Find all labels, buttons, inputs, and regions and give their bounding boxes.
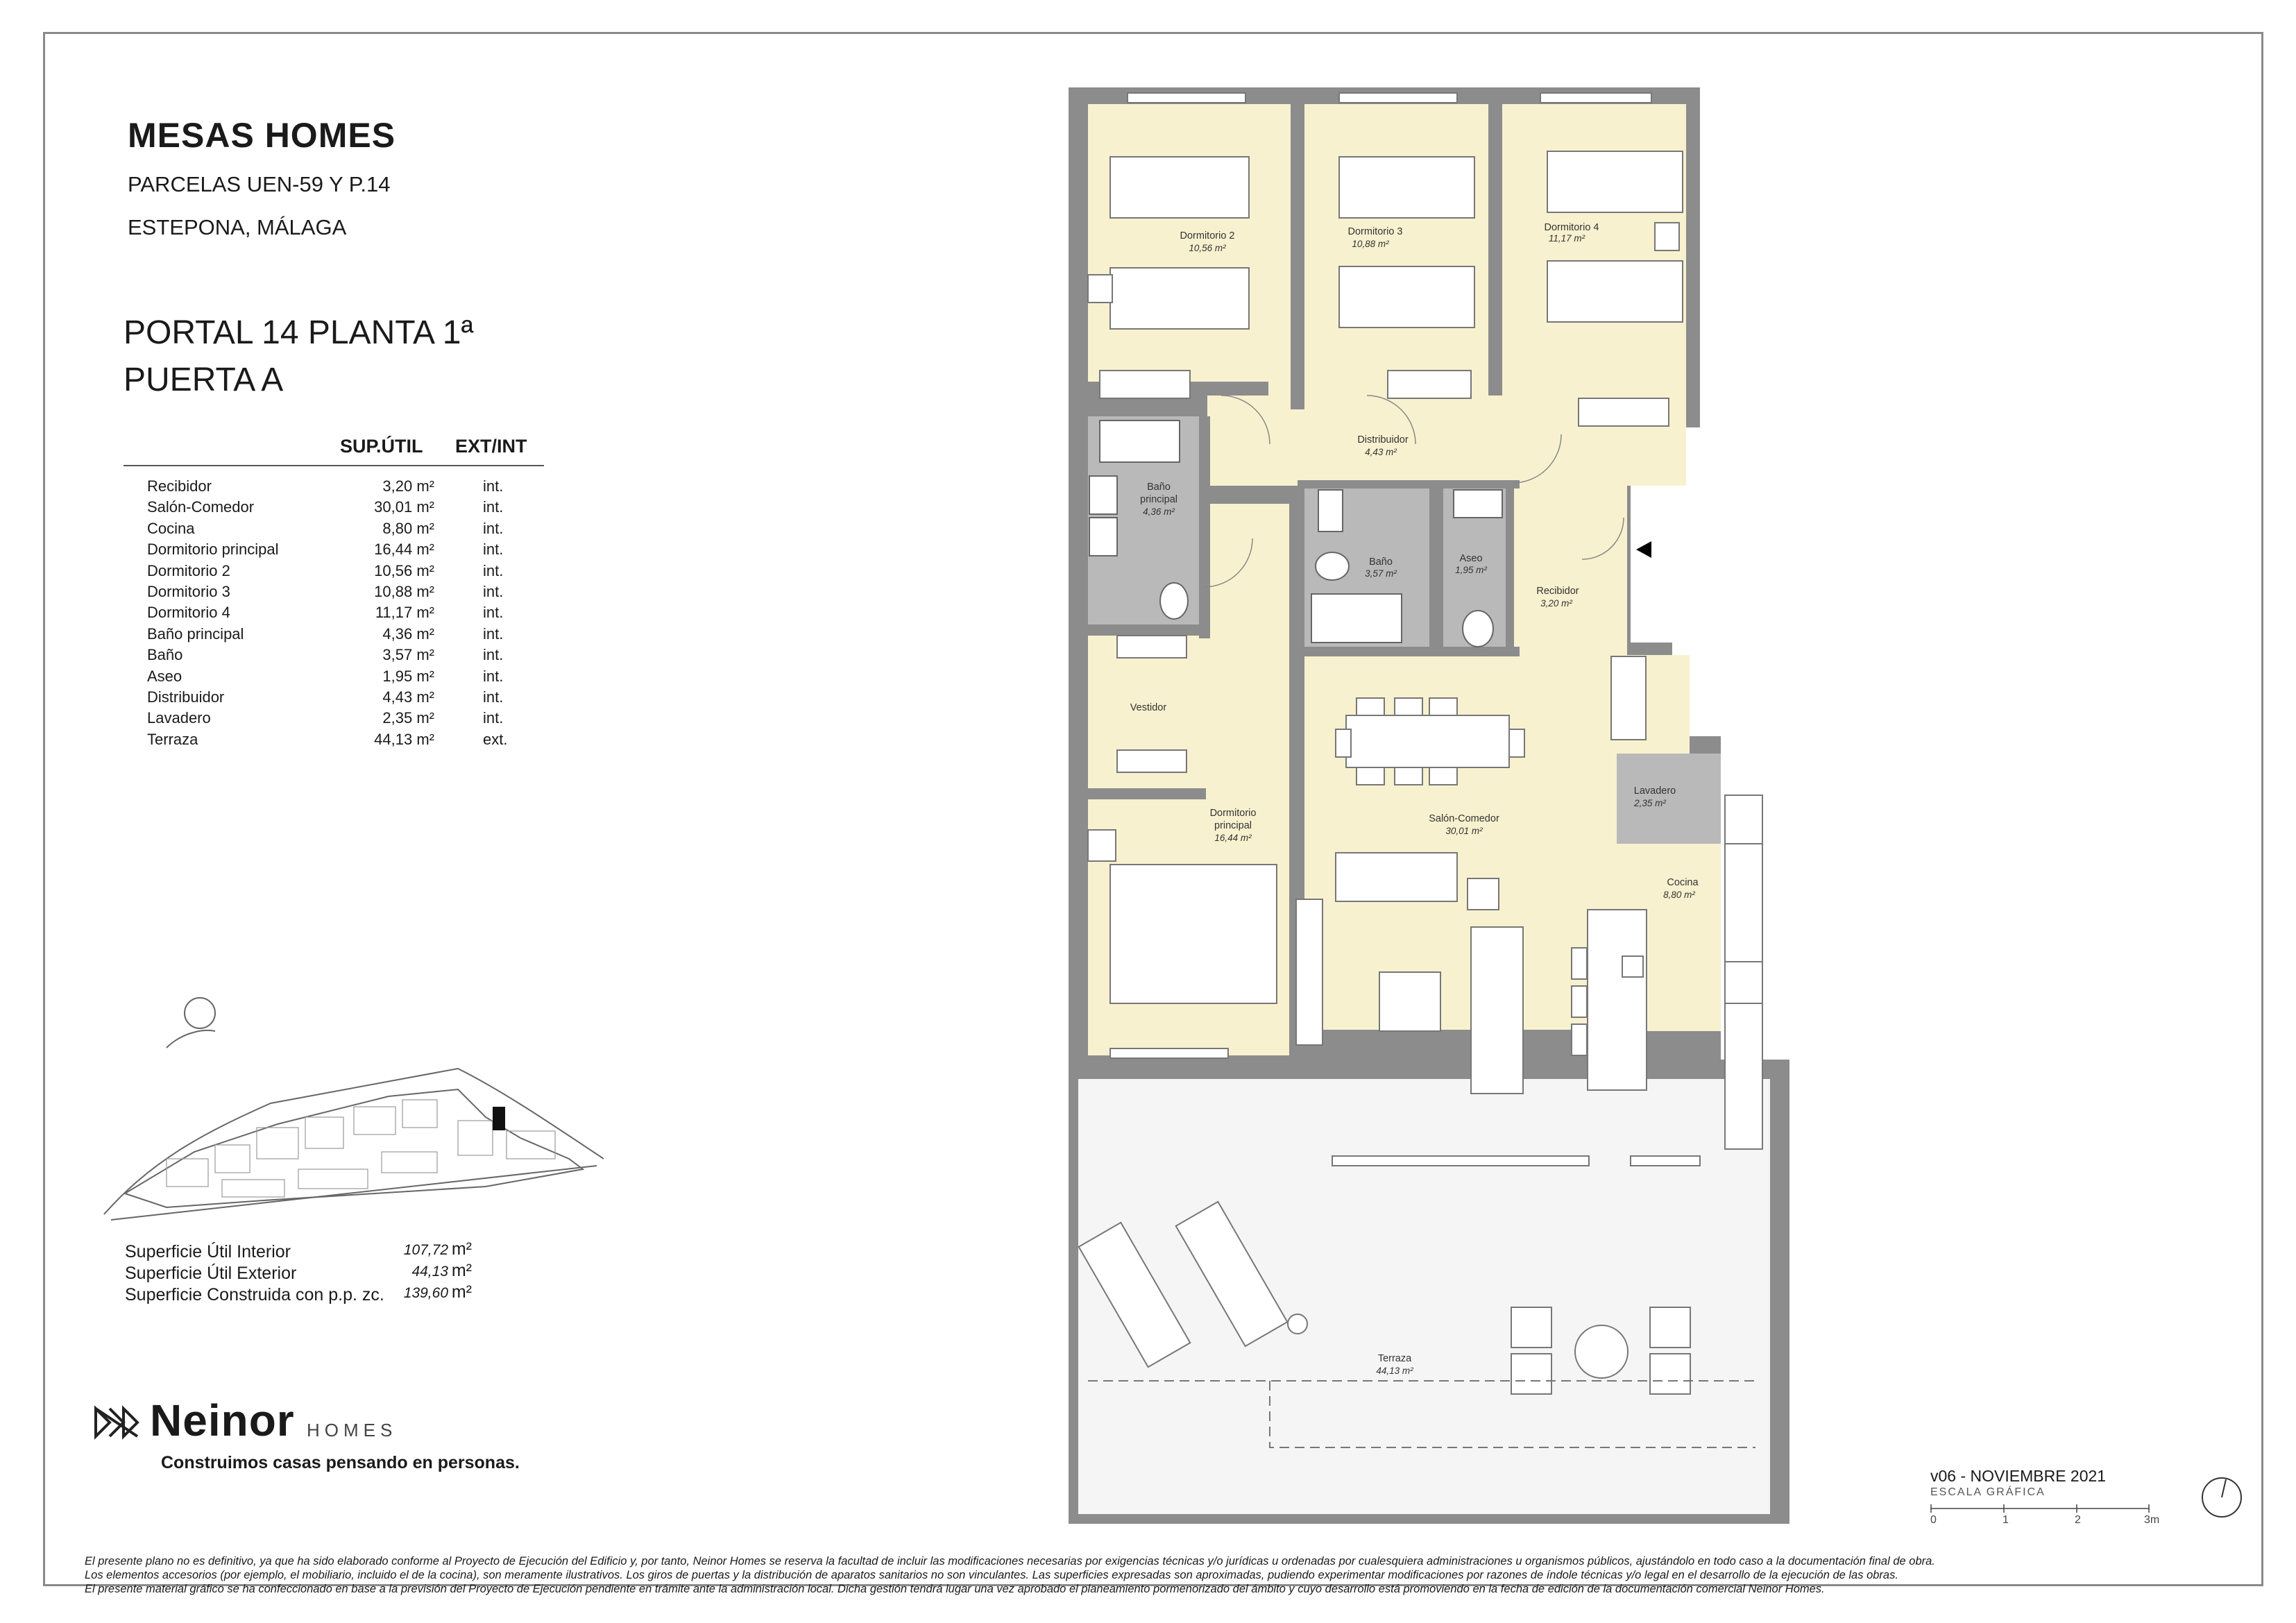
areas-table-header [124,432,544,466]
table-row [124,581,544,602]
bed-icon [1547,151,1683,212]
label-dormitorio-principal-1: Dormitorio [1209,808,1257,819]
chair-icon [1395,698,1422,715]
room-name: Baño principal [147,624,244,643]
label-dormitorio-principal-2: principal [1214,820,1252,831]
coffee-table-icon [1379,972,1440,1031]
room-type: int. [483,624,504,643]
site-block [305,1117,343,1148]
totals-block [125,1239,486,1307]
dining-table-icon [1346,715,1509,767]
site-curve [167,1030,215,1048]
total-unit: m² [451,1261,472,1280]
totals-row [125,1261,486,1285]
wall [1291,104,1304,409]
table-row [124,602,544,623]
window [1110,1048,1228,1058]
window [1339,93,1457,103]
nightstand-icon [1088,830,1116,861]
site-block [222,1180,284,1197]
nightstand-icon [1655,223,1679,250]
scale-tick-label: 2 [2075,1514,2081,1526]
sofa-icon [1336,853,1457,901]
project-title: MESAS HOMES [128,116,396,155]
room-area: 1,95 m² [382,667,434,685]
toilet-icon [1463,611,1493,647]
scale-tick-label: 0 [1930,1514,1937,1526]
chair-icon [1395,767,1422,785]
area-dormitorio-2: 10,56 m² [1189,243,1226,253]
area-dormitorio-4: 11,17 m² [1548,233,1585,244]
wardrobe-icon [1117,636,1187,658]
room-name: Dormitorio 2 [147,561,230,579]
chair-icon [1429,767,1457,785]
window [1631,1156,1700,1166]
site-block [298,1169,368,1189]
label-dormitorio-2: Dormitorio 2 [1180,230,1235,241]
table-row [124,497,544,518]
window [1128,93,1245,103]
chair-icon [1357,698,1384,715]
label-aseo: Aseo [1459,553,1483,564]
label-vestidor: Vestidor [1130,702,1167,713]
highlighted-building [493,1107,505,1130]
site-block [458,1121,493,1155]
table-row [124,687,544,708]
chair-icon [1650,1354,1690,1394]
room-area: 10,56 m² [374,561,434,579]
wardrobe-icon [1100,371,1190,398]
chair-icon [1509,729,1524,757]
label-dormitorio-3: Dormitorio 3 [1347,226,1403,237]
disclaimer-line: Los elementos accesorios (por ejemplo, el mobiliario, incluido el de la cocina), son meramente ilustrativos. Los giros de puertas y la distribución de aparatos sanitarios no son vinculantes. Las superficies expresadas son aproximadas, pudiendo experimentar modificaciones por razones de índole técnicas y/o legal en el desarrollo de la ejecución de las obras. [85,1569,1898,1581]
site-boundary-line [111,1166,597,1220]
table-row [124,518,544,539]
scale-tick-label: 1 [2002,1514,2009,1526]
room-type: int. [483,688,504,706]
sink-icon [1089,518,1117,556]
wall [1429,486,1442,652]
total-unit: m² [451,1239,472,1259]
wall [1199,416,1210,638]
chair-icon [1336,729,1351,757]
room-type: int. [483,604,504,622]
stool-icon [1572,1024,1587,1055]
col-header-type: EXT/INT [455,436,527,457]
scale-bar [1930,1503,2166,1514]
table-row [124,729,544,750]
room-type: int. [483,709,504,727]
room-type: ext. [483,730,508,748]
area-dormitorio-principal: 16,44 m² [1214,833,1252,843]
label-salon-comedor: Salón-Comedor [1429,813,1499,824]
chair-icon [1511,1354,1551,1394]
tv-unit-icon [1296,899,1323,1045]
site-block [167,1159,208,1187]
sink-icon [1318,490,1343,532]
table-row [124,645,544,665]
chair-icon [1429,698,1457,715]
room-area: 44,13 m² [374,730,434,748]
room-type: int. [483,477,504,495]
stool-icon [1572,986,1587,1017]
table-row [124,476,544,497]
total-label: Superficie Construida con p.p. zc. [125,1285,384,1305]
room-name: Salón-Comedor [147,498,255,516]
label-recibidor: Recibidor [1536,586,1579,597]
site-block [257,1128,298,1159]
chair-icon [1511,1307,1551,1348]
neinor-logo-icon [93,1403,143,1442]
table-row [124,666,544,687]
wall [1506,486,1514,652]
label-bano: Baño [1369,556,1393,568]
label-dormitorio-4: Dormitorio 4 [1544,222,1599,233]
nightstand-icon [1088,275,1112,303]
site-block [354,1107,396,1135]
unit-portal-floor: PORTAL 14 PLANTA 1ª [124,314,474,351]
wall [1088,788,1206,799]
sink-icon [1089,476,1117,514]
room-dormitorio-3 [1304,104,1488,382]
room-name: Dormitorio 3 [147,582,230,600]
label-lavadero: Lavadero [1633,785,1676,797]
room-name: Recibidor [147,477,212,495]
total-value: 139,60 [403,1285,448,1301]
floor-plan [1069,87,1804,1524]
area-cocina: 8,80 m² [1663,890,1695,900]
chair-icon [1650,1307,1690,1348]
total-label: Superficie Útil Interior [125,1242,291,1261]
room-name: Dormitorio 4 [147,604,230,622]
room-area: 2,35 m² [382,709,434,727]
total-value: 107,72 [403,1242,448,1258]
shower-icon [1100,420,1180,462]
brand-sub: HOMES [307,1420,398,1441]
project-location: ESTEPONA, MÁLAGA [128,215,347,239]
room-name: Cocina [147,519,195,537]
wardrobe-icon [1611,656,1646,740]
wall [1088,624,1206,636]
kitchen-island-icon [1588,910,1647,1090]
room-area: 4,43 m² [382,688,434,706]
terrace-floor [1069,1069,1780,1524]
room-name: Distribuidor [147,688,225,706]
room-area: 16,44 m² [374,541,434,559]
room-name: Aseo [147,667,182,685]
room-type: int. [483,667,504,685]
room-type: int. [483,646,504,664]
cooktop-icon [1725,962,1762,1003]
wardrobe-icon [1117,750,1187,772]
toilet-icon [1160,583,1188,619]
project-parcel: PARCELAS UEN-59 Y P.14 [128,172,391,196]
brand-tagline: Construimos casas pensando en personas. [161,1453,520,1472]
room-area: 10,88 m² [374,582,434,600]
room-name: Lavadero [147,709,211,727]
stool-icon [1572,948,1587,979]
room-area: 4,36 m² [382,624,434,643]
room-type: int. [483,541,504,559]
label-terraza: Terraza [1377,1353,1412,1364]
armchair-icon [1468,878,1499,910]
sink-icon [1454,490,1502,518]
fridge-icon [1725,795,1762,844]
area-lavadero: 2,35 m² [1634,798,1666,808]
room-lavadero [1617,754,1721,844]
bed-icon [1110,157,1249,218]
room-area: 3,57 m² [382,646,434,664]
room-type: int. [483,498,504,516]
area-terraza: 44,13 m² [1376,1366,1413,1376]
version-label: v06 - NOVIEMBRE 2021 [1930,1467,2107,1485]
chair-icon [1357,767,1384,785]
wall [1488,104,1502,396]
room-area: 3,20 m² [382,477,434,495]
brand-name: Neinor [150,1395,295,1445]
window [1540,93,1651,103]
col-header-area: SUP.ÚTIL [340,436,423,457]
room-type: int. [483,561,504,579]
room-name: Dormitorio principal [147,541,279,559]
bed-icon [1339,157,1474,218]
areas-table [124,432,544,750]
area-distribuidor: 4,43 m² [1365,447,1397,457]
table-row [124,561,544,581]
site-block [507,1131,555,1159]
table-row [124,624,544,645]
area-aseo: 1,95 m² [1455,565,1487,575]
sink-icon [1622,956,1643,977]
disclaimer-line: El presente material gráfico se ha confeccionado en base a la previsión del Proyecto de Ejecución pendiente en trámite ante la administración local. Dicha gestión tendrá lugar una vez aprobado el planeamiento pormenorizado del ámbito y cuyo desarrollo está promoviendo en la fecha de edición de la documentación comercial Neinor Homes. [85,1583,1825,1595]
round-table-icon [1575,1325,1628,1378]
bed-icon [1110,268,1249,329]
area-bano: 3,57 m² [1365,568,1397,579]
north-arrow-icon [2200,1475,2244,1520]
unit-door: PUERTA A [124,362,284,398]
room-pasillo [1199,504,1289,799]
room-area: 30,01 m² [374,498,434,516]
window [1332,1156,1589,1166]
room-type: int. [483,582,504,600]
total-unit: m² [451,1282,472,1302]
totals-row [125,1239,486,1264]
room-type: int. [483,519,504,537]
entrance-arrow-icon [1636,541,1651,558]
wall [1298,480,1520,488]
wardrobe-icon [1579,398,1669,426]
room-name: Terraza [147,730,198,748]
site-key-plan [97,985,604,1221]
toilet-icon [1316,552,1349,580]
label-cocina: Cocina [1667,877,1699,888]
room-vestidor [1088,636,1199,799]
site-block [402,1100,437,1128]
scale-title: ESCALA GRÁFICA [1930,1486,2046,1498]
total-label: Superficie Útil Exterior [125,1264,297,1283]
table-row [124,708,544,729]
room-name: Baño [147,646,183,664]
table-row [124,539,544,560]
area-recibidor: 3,20 m² [1540,598,1572,609]
label-bano-principal-1: Baño [1147,482,1171,493]
scale-tick-label: 3m [2144,1514,2160,1526]
wardrobe-icon [1388,371,1471,398]
bed-icon [1547,261,1683,322]
shower-icon [1311,594,1402,643]
site-block [382,1152,437,1173]
room-area: 11,17 m² [375,604,434,622]
roundabout-shape [185,998,215,1028]
label-distribuidor: Distribuidor [1357,434,1409,445]
room-area: 8,80 m² [382,519,434,537]
totals-row [125,1282,486,1307]
area-dormitorio-3: 10,88 m² [1352,239,1389,249]
area-bano-principal: 4,36 m² [1143,507,1175,517]
sofa-icon [1471,927,1523,1094]
legal-disclaimer [85,1554,2222,1596]
total-value: 44,13 [411,1264,448,1280]
site-block [215,1145,250,1173]
wall [1298,647,1520,656]
area-salon-comedor: 30,01 m² [1445,826,1483,836]
bed-icon [1110,865,1277,1003]
disclaimer-line: El presente plano no es definitivo, ya que ha sido elaborado conforme al Proyecto de Ejecución del Edificio y, por tanto, Neinor Homes se reserva la facultad de incluir las modificaciones necesarias por exigencias técnicas y/o jurídicas u ordenadas por cualesquiera administraciones u organismos públicos, ajustándolo en todo caso a la documentación final de obra. [85,1555,1935,1567]
side-table-icon [1288,1314,1307,1334]
bed-icon [1339,266,1474,328]
label-bano-principal-2: principal [1140,494,1177,505]
